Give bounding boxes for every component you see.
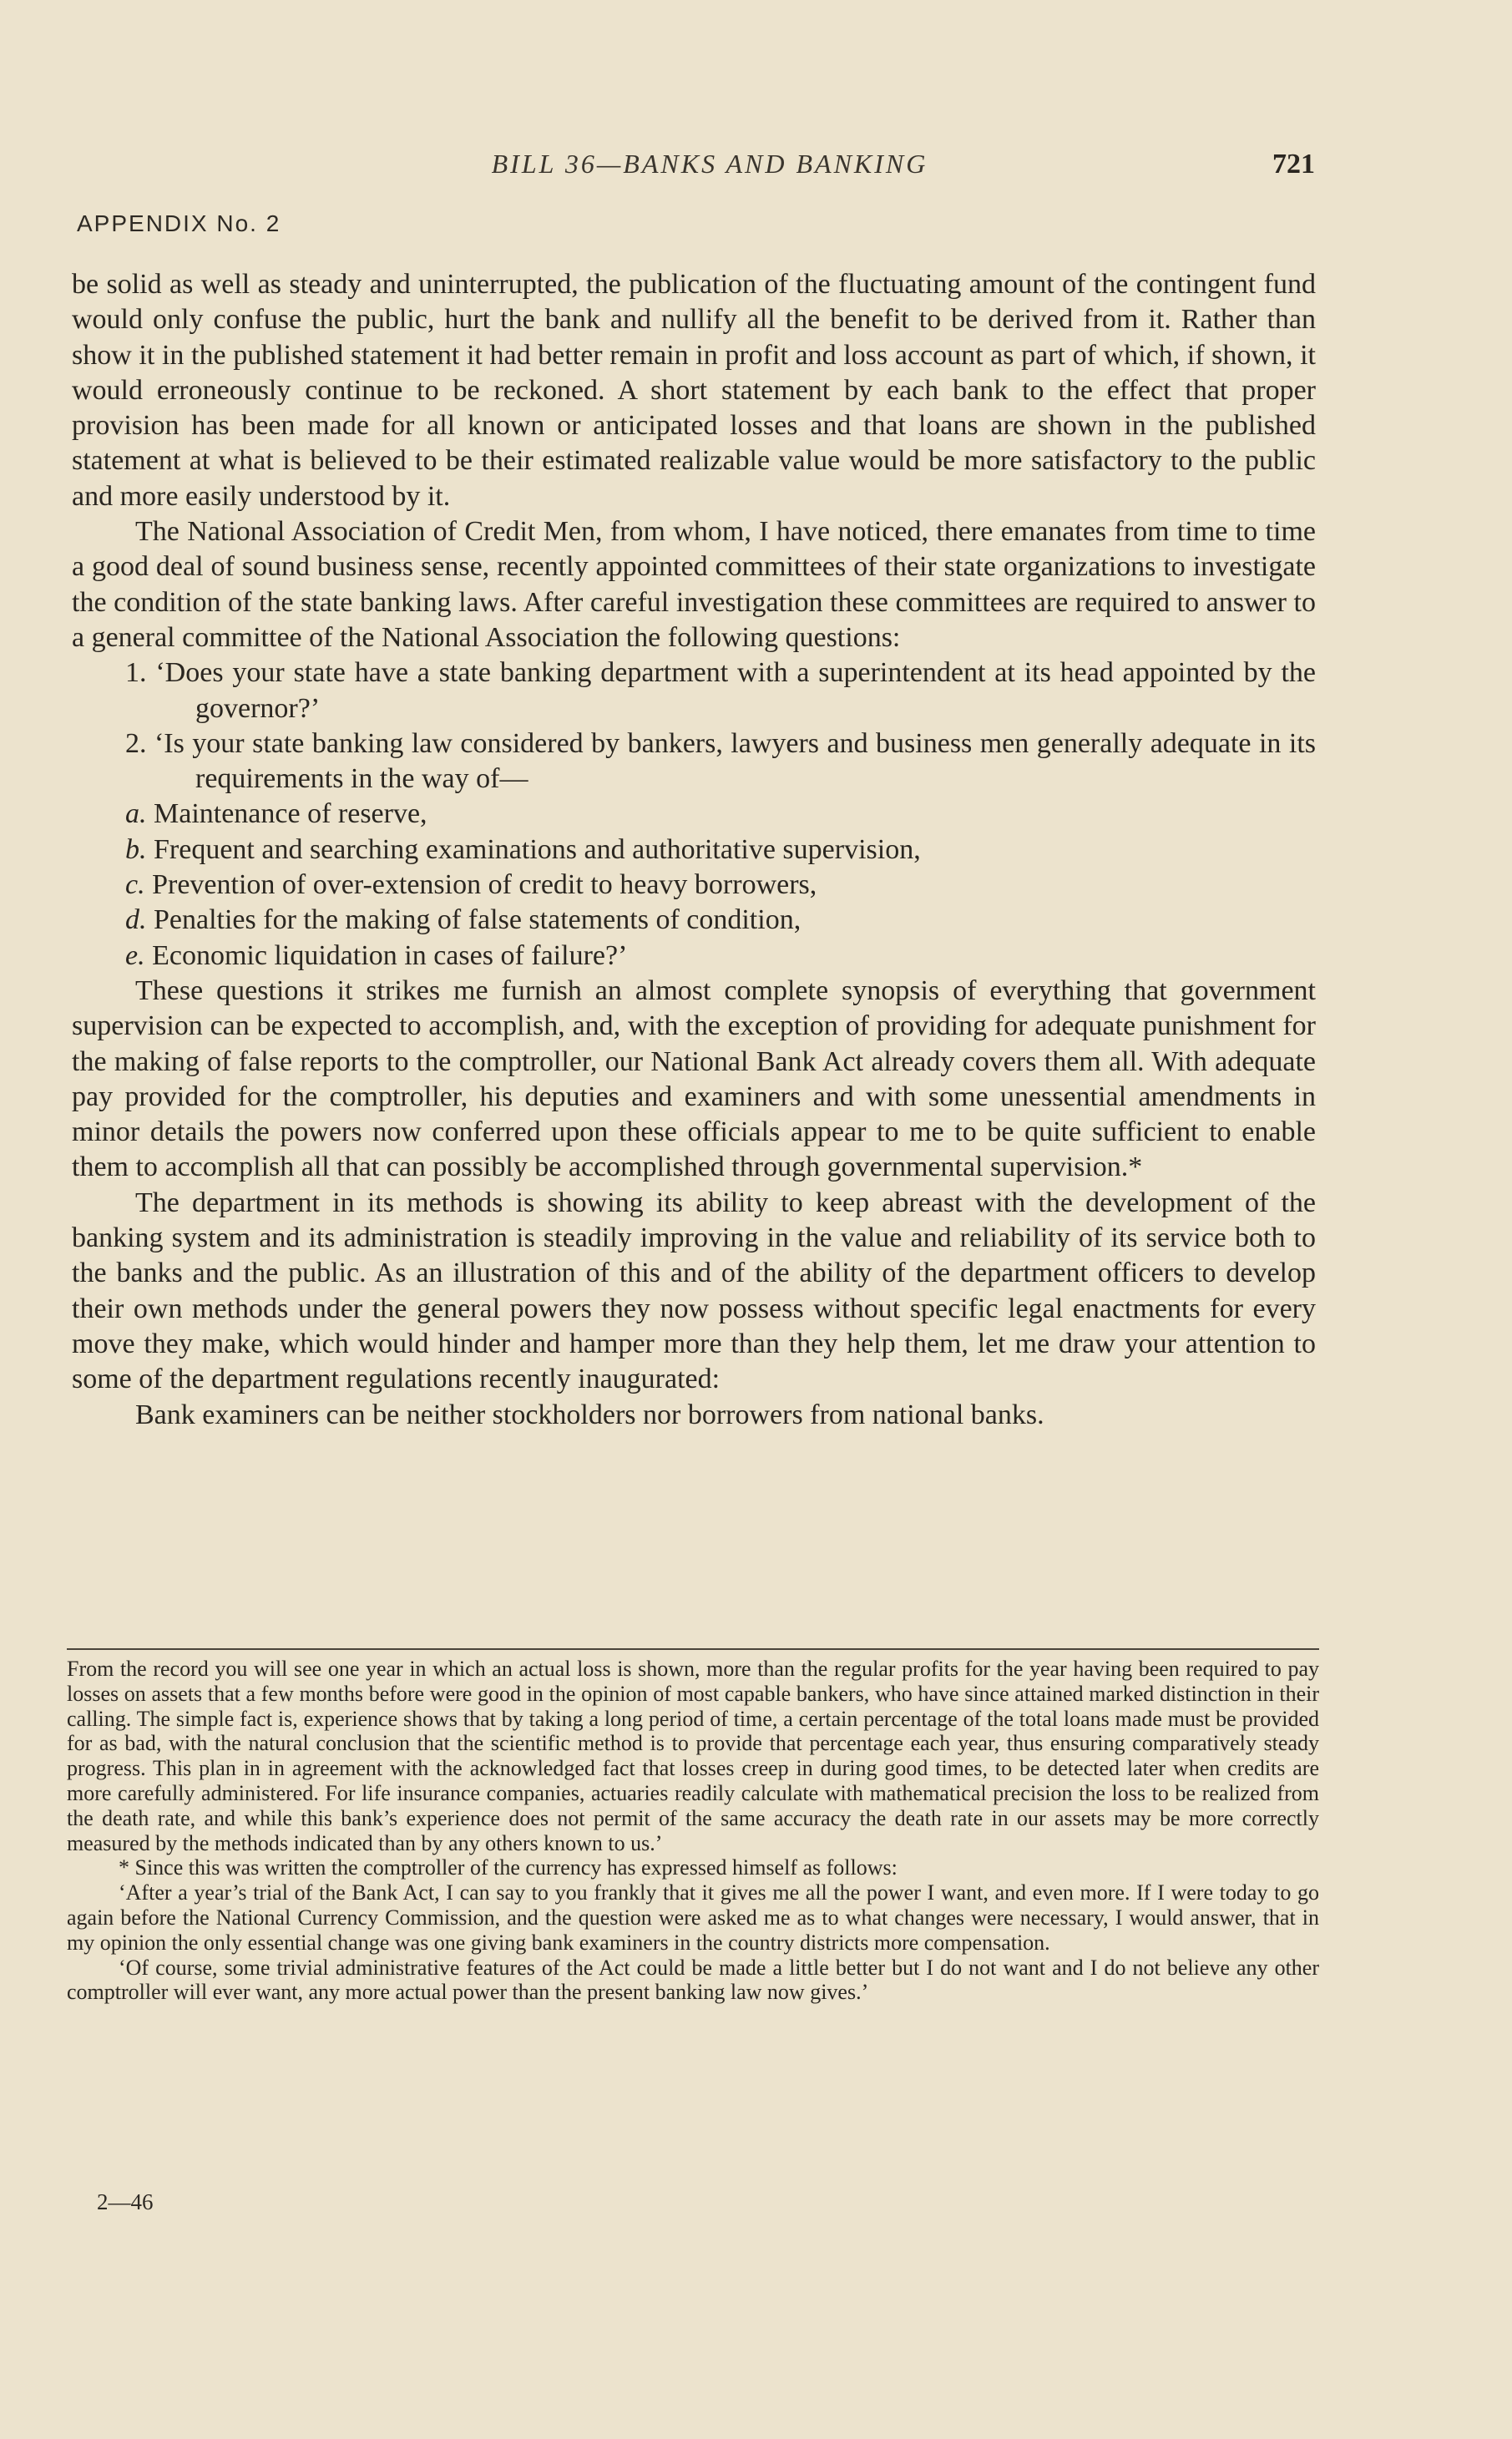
footnote-paragraph: From the record you will see one year in which an actual loss is shown, more than the regular profits for the year having been required to pay losses on assets that a few months before were good in the opinion of most capable bankers, who have since attained marked distinction in their calling. The simple fact is, experience shows that by taking a long period of time, a certain percentage of the total loans made must be provided for as bad, with the natural conclusion that the scientific method is to provide that percentage each year, thus ensuring comparatively steady progress. This plan in in agreement with the acknowledged fact that losses creep in during good times, to be detected later when credits are more carefully administered. For life insurance companies, actuaries readily calculate with mathematical precision the loss to be realized from the death rate, and while this bank’s experience does not permit of the same accuracy the death rate in our assets may be more correctly measured by the methods indicated than by any others known to us.’ <box>67 1657 1319 1855</box>
sub-item <box>72 868 1316 903</box>
running-head: BILL 36—BANKS AND BANKING <box>491 149 928 179</box>
footnote-paragraph: ‘After a year’s trial of the Bank Act, I can say to you frankly that it gives me all the power I want, and even more. If I were today to go again before the National Currency Commission, and the question were asked me as to what changes were necessary, I would answer, that in my opinion the only essential change was one giving bank examiners in the country districts more compensation. <box>67 1880 1319 1955</box>
sub-item-text: Frequent and searching examinations and authoritative supervision, <box>154 833 921 865</box>
footnote-paragraph: ‘Of course, some trivial administrative features of the Act could be made a little better but I do not want and I do not believe any other comptroller will ever want, any more actual power than the present banking law now gives.’ <box>67 1955 1319 2005</box>
sub-item-letter: c. <box>125 869 145 901</box>
sub-item <box>72 939 1316 974</box>
page-header <box>0 149 1512 190</box>
paragraph: These questions it strikes me furnish an almost complete synopsis of everything that government supervision can be expected to accomplish, and, with the exception of providing for adequate punishment for the making of false reports to the comptroller, our National Bank Act already covers them all. With adequate pay provided for the comptroller, his deputies and examiners and with some unessential amendments in minor details the powers now conferred upon these officials appear to me to be quite sufficient to enable them to accomplish all that can possibly be accomplished through governmental supervision.* <box>72 974 1316 1183</box>
sub-item-letter: b. <box>125 833 147 865</box>
sub-item-text: Penalties for the making of false statements of condition, <box>154 904 802 936</box>
appendix-label: APPENDIX No. 2 <box>77 210 281 236</box>
print-code: 2—46 <box>97 2189 154 2214</box>
sub-item-text: Prevention of over-extension of credit to heavy borrowers, <box>152 869 817 901</box>
body-text <box>72 267 1316 1433</box>
sub-item-text: Economic liquidation in cases of failure?’ <box>152 939 628 971</box>
paragraph: be solid as well as steady and uninterrupted, the publication of the fluctuating amount of the contingent fund would only confuse the public, hurt the bank and nullify all the benefit to be derived from it. Rather than show it in the published statement it had better remain in profit and loss account as part of which, if shown, it would erroneously continue to be reckoned. A short statement by each bank to the effect that proper provision has been made for all known or anticipated losses and that loans are shown in the published statement at what is believed to be their estimated realizable value would be more satisfactory to the public and more easily understood by it. <box>72 269 1316 512</box>
footnote-paragraph: * Since this was written the comptroller of the currency has expressed himself as follows: <box>119 1855 898 1880</box>
sub-item <box>72 797 1316 832</box>
sub-item-letter: a. <box>125 798 147 830</box>
paragraph: The department in its methods is showing its ability to keep abreast with the development of the banking system and its administration is steadily improving in the value and reliability of its service both to the banks and the public. As an illustration of this and of the ability of the department officers to develop their own methods under the general powers they now possess without specific legal enactments for every move they make, which would hinder and hamper more than they help them, let me draw your attention to some of the department regulations recently inaugurated: <box>72 1187 1316 1395</box>
sub-item-letter: e. <box>125 939 145 971</box>
footnote-divider <box>67 1648 1319 1650</box>
paragraph: The National Association of Credit Men, from whom, I have noticed, there emanates from time to time a good deal of sound business sense, recently appointed committees of their state organizations to investigate the condition of the state banking laws. After careful investigation these committees are required to answer to a general committee of the National Association the following questions: <box>72 516 1316 653</box>
question-item: 2. ‘Is your state banking law considered by bankers, lawyers and business men generally adequate in its requirements in the way of— <box>125 727 1316 795</box>
sub-item-text: Maintenance of reserve, <box>154 798 427 830</box>
footnotes <box>67 1657 1319 2005</box>
sub-item-letter: d. <box>125 904 147 936</box>
page-number: 721 <box>1272 149 1315 180</box>
paragraph: Bank examiners can be neither stockholders nor borrowers from national banks. <box>135 1399 1044 1430</box>
sub-item <box>72 832 1316 868</box>
sub-item <box>72 903 1316 938</box>
question-item: 1. ‘Does your state have a state banking department with a superintendent at its head appointed by the governor?’ <box>125 657 1316 724</box>
question-list <box>72 655 1316 974</box>
